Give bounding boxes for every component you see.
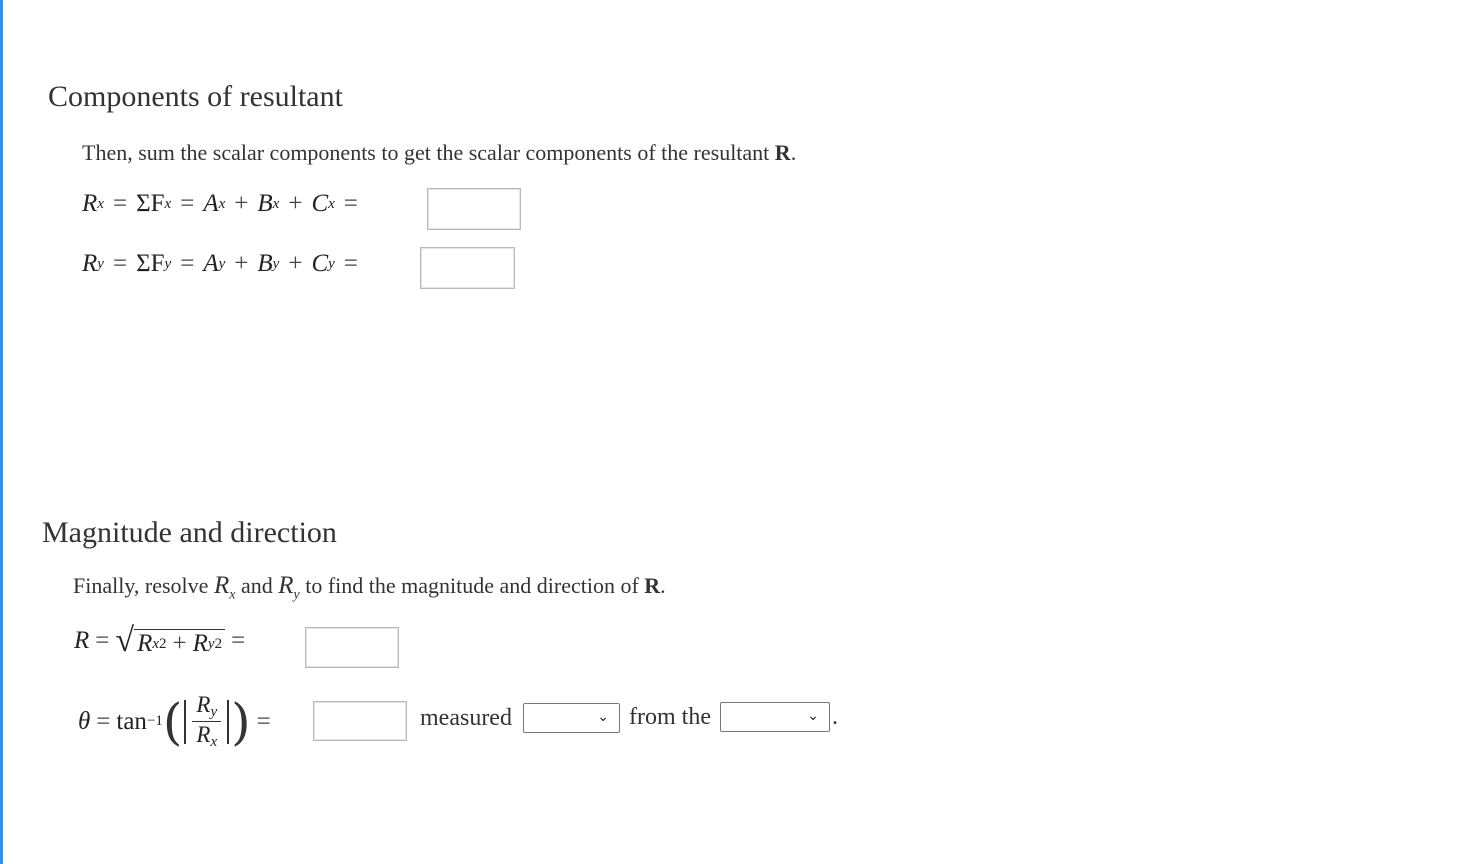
magnitude-intro-b: to find the magnitude and direction of — [305, 573, 639, 598]
square-root-symbol: √ R x 2 + R y 2 — [115, 624, 225, 658]
measured-label: measured — [420, 705, 512, 731]
ry-answer-input[interactable] — [420, 247, 515, 289]
magnitude-intro-a: Finally, resolve — [73, 573, 209, 598]
ry-equation: R y = ΣF y = A y + B y + C y = — [82, 250, 358, 277]
magnitude-answer-input[interactable] — [305, 627, 399, 668]
window-left-edge — [0, 0, 3, 864]
components-intro — [82, 140, 796, 166]
chevron-down-icon: ⌄ — [597, 709, 609, 725]
components-intro-end: . — [790, 140, 797, 165]
sentence-end-period: . — [832, 704, 838, 730]
from-select[interactable] — [720, 702, 830, 732]
magnitude-equation: R = √ R x 2 + R y 2 = — [74, 622, 246, 659]
from-the-label: from the — [629, 704, 711, 730]
section-title-components: Components of resultant — [48, 80, 343, 113]
rx-equation: R x = ΣF x = A x + B x + C x = — [82, 190, 358, 217]
magnitude-intro: Finally, resolve $R_x$ and $R_y$ to find the magnitude and direction of R. — [73, 572, 666, 603]
resultant-symbol: R — [774, 140, 791, 165]
measured-select[interactable] — [523, 703, 620, 733]
direction-equation: θ = tan −1 ( $\frac{R_y}{R_x}$ ) = — [78, 692, 271, 751]
magnitude-intro-and: and — [240, 573, 273, 598]
direction-answer-input[interactable] — [313, 701, 407, 741]
section-title-magnitude: Magnitude and direction — [42, 516, 337, 549]
rx-answer-input[interactable] — [427, 188, 521, 230]
components-intro-text: Then, sum the scalar components to get the scalar components of the resultant — [82, 140, 770, 165]
resultant-symbol-2: R — [644, 573, 661, 598]
chevron-down-icon: ⌄ — [807, 708, 819, 724]
magnitude-intro-end: . — [660, 573, 666, 598]
